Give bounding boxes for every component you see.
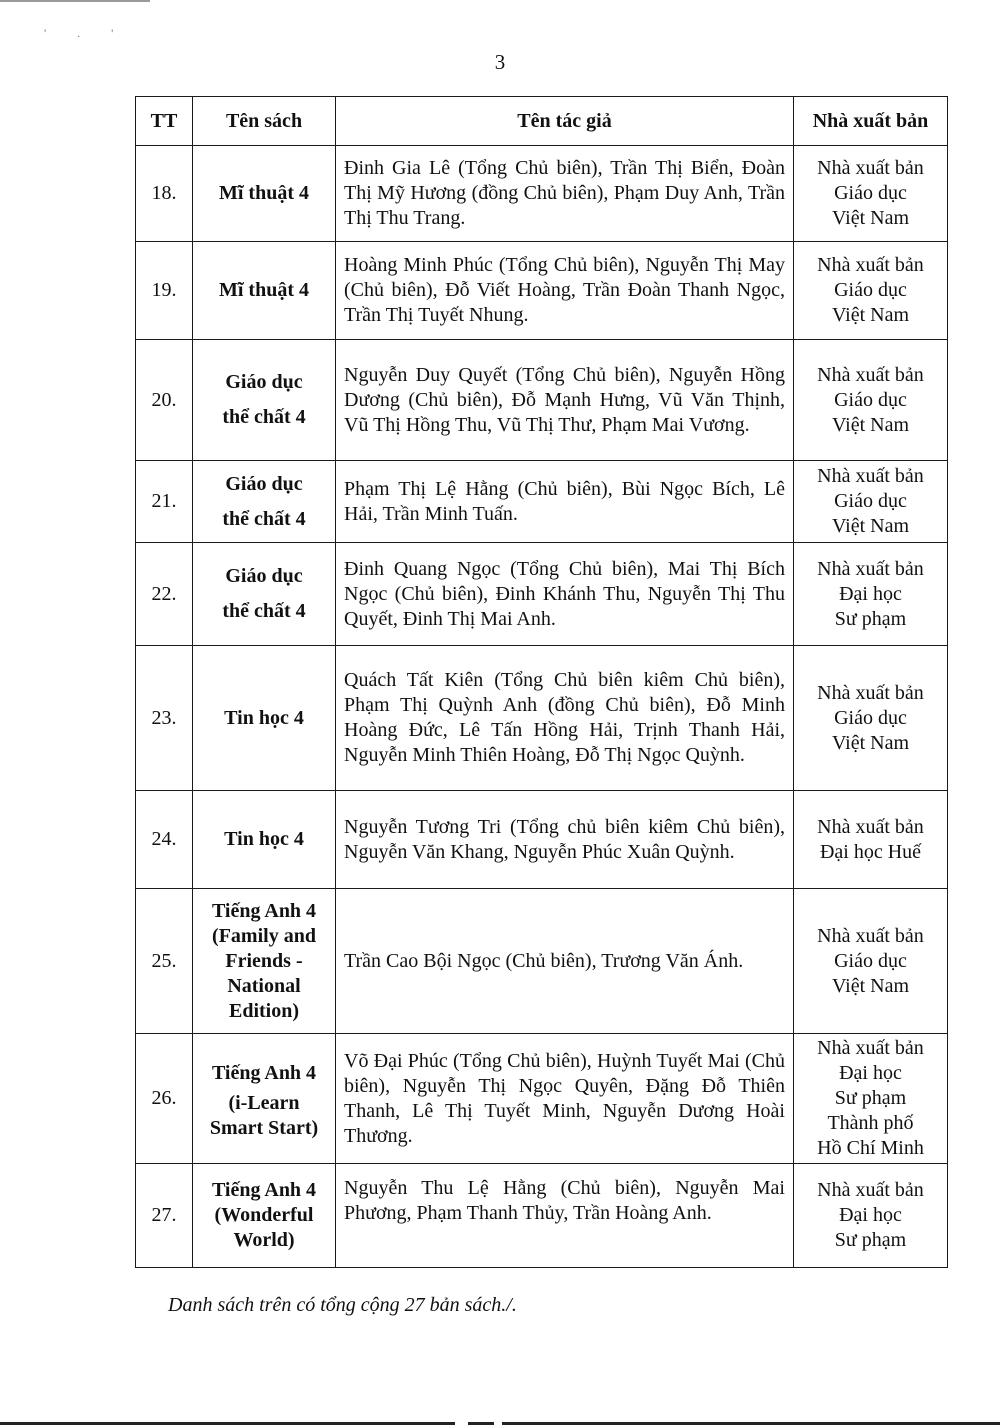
book-title-line: Tiếng Anh 4: [211, 899, 317, 922]
row-number: 24.: [136, 791, 193, 889]
row-number: 21.: [136, 461, 193, 543]
row-number: 22.: [136, 543, 193, 646]
book-title-line: (Family and: [212, 924, 316, 947]
publisher-line: Đại học: [839, 582, 902, 605]
publisher-line: Nhà xuất bản: [817, 363, 924, 386]
textbook-table: [135, 96, 948, 1268]
book-title-line: Friends -: [225, 949, 303, 972]
publisher: [794, 1034, 948, 1164]
row-number: 18.: [136, 146, 193, 242]
publisher-line: Giáo dục: [834, 279, 907, 301]
book-title: [193, 340, 336, 461]
publisher-line: Việt Nam: [831, 304, 910, 326]
book-title-line: Giáo dục: [225, 472, 303, 495]
publisher-line: Việt Nam: [831, 515, 910, 537]
author-list: Phạm Thị Lệ Hằng (Chủ biên), Bùi Ngọc Bích, Lê Hải, Trần Minh Tuấn.: [336, 461, 794, 543]
publisher-line: Nhà xuất bản: [817, 1179, 924, 1201]
scan-marks: ' . ': [44, 26, 128, 40]
publisher: [794, 461, 948, 543]
table-row: [136, 1164, 948, 1268]
book-title-line: thể chất 4: [222, 600, 306, 622]
publisher-line: Thành phố: [827, 1112, 914, 1134]
table-row: [136, 1034, 948, 1164]
book-title: [193, 146, 336, 242]
publisher-line: Giáo dục: [834, 949, 907, 972]
publisher-line: Sư phạm: [834, 607, 907, 630]
row-number: 27.: [136, 1164, 193, 1268]
publisher: [794, 791, 948, 889]
book-title-line: Smart Start): [209, 1117, 319, 1139]
book-title-line: thể chất 4: [222, 507, 306, 530]
publisher-line: Sư phạm: [834, 1229, 907, 1251]
top-edge-rule: [0, 0, 150, 2]
bottom-edge-rule: [502, 1422, 1000, 1425]
header-tt: TT: [136, 97, 193, 146]
table-row: [136, 242, 948, 340]
publisher-line: Việt Nam: [831, 207, 910, 229]
publisher: [794, 242, 948, 340]
book-title: [193, 461, 336, 543]
publisher-line: Nhà xuất bản: [817, 815, 924, 838]
book-title: [193, 791, 336, 889]
book-title: [193, 889, 336, 1034]
header-book: Tên sách: [193, 97, 336, 146]
book-title-line: Giáo dục: [225, 565, 303, 587]
header-publisher: Nhà xuất bản: [794, 97, 948, 146]
footer-note: Danh sách trên có tổng cộng 27 bản sách./.: [168, 1294, 517, 1316]
publisher-line: Nhà xuất bản: [817, 254, 924, 276]
book-title: [193, 242, 336, 340]
table-row: [136, 889, 948, 1034]
book-title-line: Tin học 4: [224, 706, 304, 729]
author-list: Trần Cao Bội Ngọc (Chủ biên), Trương Văn Ánh.: [336, 889, 794, 1034]
publisher-line: Đại học: [839, 1062, 902, 1084]
table-row: [136, 791, 948, 889]
publisher-line: Nhà xuất bản: [817, 924, 924, 947]
publisher: [794, 543, 948, 646]
publisher-line: Giáo dục: [834, 490, 907, 512]
publisher-line: Nhà xuất bản: [817, 557, 924, 580]
publisher: [794, 340, 948, 461]
row-number: 25.: [136, 889, 193, 1034]
author-list: Nguyễn Duy Quyết (Tổng Chủ biên), Nguyễn Hồng Dương (Chủ biên), Đỗ Mạnh Hưng, Vũ Văn Thịnh, Vũ Thị Hồng Thu, Vũ Thị Thư, Phạm Mai Vương.: [336, 340, 794, 461]
book-title-line: World): [233, 1229, 295, 1251]
book-title-line: Edition): [228, 999, 300, 1022]
publisher-line: Việt Nam: [831, 731, 910, 754]
row-number: 19.: [136, 242, 193, 340]
book-title: [193, 1164, 336, 1268]
row-number: 20.: [136, 340, 193, 461]
publisher-line: Nhà xuất bản: [817, 1037, 924, 1059]
publisher: [794, 889, 948, 1034]
bottom-edge-rule: [0, 1422, 455, 1425]
author-list: Đinh Quang Ngọc (Tổng Chủ biên), Mai Thị Bích Ngọc (Chủ biên), Đinh Khánh Thu, Nguyễn Thị Thu Quyết, Đinh Thị Mai Anh.: [336, 543, 794, 646]
publisher: [794, 646, 948, 791]
book-title-line: (Wonderful: [214, 1204, 314, 1226]
publisher-line: Việt Nam: [831, 413, 910, 436]
author-list: Nguyễn Tương Tri (Tổng chủ biên kiêm Chủ biên), Nguyễn Văn Khang, Nguyễn Phúc Xuân Quỳnh.: [336, 791, 794, 889]
table-row: [136, 543, 948, 646]
book-title-line: Mĩ thuật 4: [219, 279, 309, 301]
book-title-line: Tiếng Anh 4: [211, 1179, 317, 1201]
publisher-line: Giáo dục: [834, 182, 907, 204]
author-list: Hoàng Minh Phúc (Tổng Chủ biên), Nguyễn Thị May (Chủ biên), Đỗ Viết Hoàng, Trần Đoàn Thanh Ngọc, Trần Thị Tuyết Nhung.: [336, 242, 794, 340]
table-row: [136, 340, 948, 461]
book-title-line: National: [227, 974, 301, 997]
publisher-line: Hồ Chí Minh: [817, 1137, 924, 1159]
book-title: [193, 1034, 336, 1164]
publisher-line: Việt Nam: [831, 974, 910, 997]
publisher-line: Giáo dục: [834, 706, 907, 729]
row-number: 23.: [136, 646, 193, 791]
book-title: [193, 543, 336, 646]
table-row: [136, 461, 948, 543]
table-row: [136, 646, 948, 791]
publisher: [794, 1164, 948, 1268]
author-list: Võ Đại Phúc (Tổng Chủ biên), Huỳnh Tuyết Mai (Chủ biên), Nguyễn Thị Ngọc Quyên, Đặng Đỗ Thiên Thanh, Lê Thị Tuyết Minh, Nguyễn Dương Hoài Thương.: [336, 1034, 794, 1164]
publisher-line: Nhà xuất bản: [817, 157, 924, 179]
book-title-line: thể chất 4: [222, 406, 306, 428]
row-number: 26.: [136, 1034, 193, 1164]
publisher: [794, 146, 948, 242]
table-header-row: [136, 97, 948, 146]
book-title-line: Giáo dục: [225, 371, 303, 393]
book-title-line: (i-Learn: [228, 1092, 300, 1114]
table-row: [136, 146, 948, 242]
publisher-line: Sư phạm: [834, 1087, 907, 1109]
page-number: 3: [494, 50, 506, 74]
author-list: Nguyễn Thu Lệ Hằng (Chủ biên), Nguyễn Mai Phương, Phạm Thanh Thủy, Trần Hoàng Anh.: [336, 1164, 794, 1268]
header-authors: Tên tác giả: [336, 97, 794, 146]
book-title-line: Mĩ thuật 4: [219, 182, 309, 204]
publisher-line: Nhà xuất bản: [817, 465, 924, 487]
book-title-line: Tiếng Anh 4: [211, 1062, 317, 1084]
book-title-line: Tin học 4: [224, 828, 304, 850]
publisher-line: Đại học Huế: [819, 840, 922, 863]
publisher-line: Nhà xuất bản: [817, 681, 924, 704]
publisher-line: Đại học: [839, 1204, 902, 1226]
publisher-line: Giáo dục: [834, 388, 907, 411]
author-list: Quách Tất Kiên (Tổng Chủ biên kiêm Chủ biên), Phạm Thị Quỳnh Anh (đồng Chủ biên), Đỗ Minh Hoàng Đức, Lê Tấn Hồng Hải, Trịnh Thanh Hải, Nguyễn Minh Thiên Hoàng, Đỗ Thị Ngọc Quỳnh.: [336, 646, 794, 791]
bottom-edge-rule: [468, 1422, 494, 1425]
book-title: [193, 646, 336, 791]
author-list: Đinh Gia Lê (Tổng Chủ biên), Trần Thị Biển, Đoàn Thị Mỹ Hương (đồng Chủ biên), Phạm Duy Anh, Trần Thị Thu Trang.: [336, 146, 794, 242]
